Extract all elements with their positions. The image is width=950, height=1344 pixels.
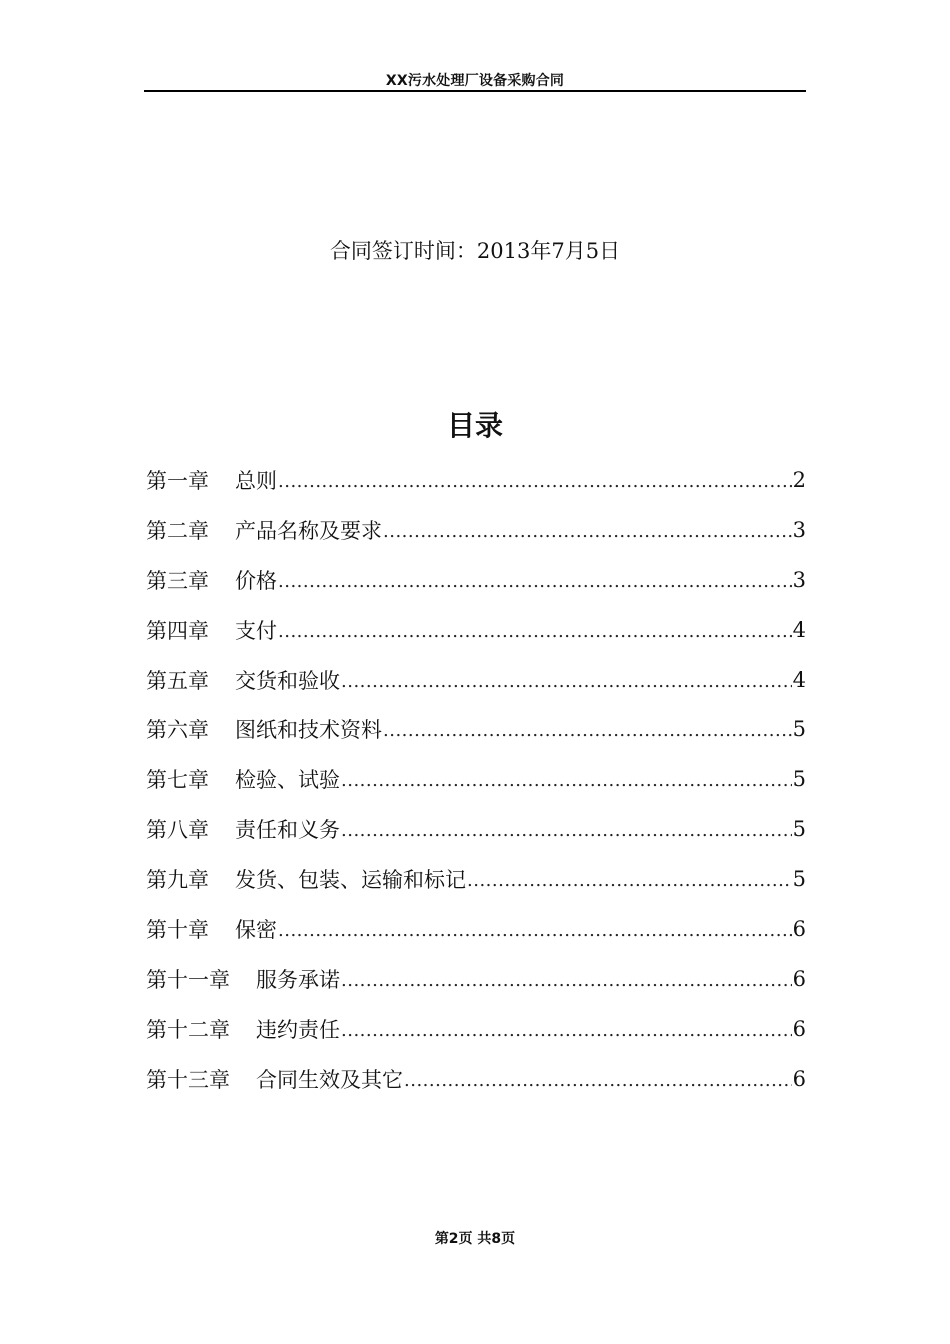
toc-entry-title: 合同生效及其它	[256, 1067, 403, 1092]
toc-entry-chapter-8[interactable]	[146, 804, 806, 854]
toc-entry-chapter-5[interactable]	[146, 655, 806, 705]
toc-page-number: 5	[792, 717, 806, 742]
toc-entry-chapter-6[interactable]	[146, 704, 806, 754]
toc-dot-leader	[383, 719, 792, 743]
toc-dot-leader	[341, 819, 792, 843]
toc-dot-leader	[278, 620, 792, 644]
toc-entry-title: 发货、包装、运输和标记	[235, 868, 466, 893]
toc-chapter-label: 第十二章	[146, 1017, 230, 1042]
toc-dot-leader	[341, 1019, 792, 1043]
toc-entry-chapter-9[interactable]	[146, 854, 806, 904]
toc-entry-title: 检验、试验	[235, 768, 340, 793]
toc-entry-title: 责任和义务	[235, 818, 340, 843]
toc-page-number: 6	[792, 1066, 806, 1091]
toc-dot-leader	[278, 919, 792, 943]
toc-dot-leader	[278, 570, 792, 594]
toc-chapter-label: 第十章	[146, 917, 209, 942]
page-footer: 第2页 共8页	[434, 1231, 516, 1247]
toc-chapter-label: 第六章	[146, 718, 209, 743]
toc-page-number: 5	[792, 817, 806, 842]
toc-entry-chapter-13[interactable]	[146, 1054, 806, 1104]
toc-page-number: 5	[792, 767, 806, 792]
toc-entry-title: 违约责任	[256, 1017, 340, 1042]
toc-dot-leader	[341, 670, 792, 694]
toc-title: 目录	[446, 409, 503, 442]
toc-chapter-label: 第七章	[146, 768, 209, 793]
toc-dot-leader	[341, 969, 792, 993]
toc-chapter-label: 第一章	[146, 468, 209, 493]
toc-page-number: 4	[792, 617, 806, 642]
toc-dot-leader	[404, 1069, 792, 1093]
toc-entry-chapter-10[interactable]	[146, 904, 806, 954]
toc-entry-chapter-4[interactable]	[146, 605, 806, 655]
toc-entry-title: 支付	[235, 618, 277, 643]
toc-dot-leader	[383, 520, 792, 544]
toc-page-number: 4	[792, 667, 806, 692]
toc-dot-leader	[467, 869, 792, 893]
page-header	[144, 62, 806, 92]
toc-page-number: 3	[792, 517, 806, 542]
toc-page-number: 6	[792, 966, 806, 991]
toc-entry-chapter-11[interactable]	[146, 954, 806, 1004]
toc-entry-title: 交货和验收	[235, 668, 340, 693]
toc-page-number: 2	[792, 467, 806, 492]
toc-entry-chapter-12[interactable]	[146, 1004, 806, 1054]
toc-page-number: 3	[792, 567, 806, 592]
toc-chapter-label: 第三章	[146, 568, 209, 593]
toc-entry-title: 保密	[235, 917, 277, 942]
toc-page-number: 6	[792, 1016, 806, 1041]
toc-entry-title: 总则	[235, 468, 277, 493]
table-of-contents	[146, 455, 806, 1104]
toc-entry-chapter-7[interactable]	[146, 754, 806, 804]
toc-chapter-label: 第十一章	[146, 967, 230, 992]
toc-entry-chapter-1[interactable]	[146, 455, 806, 505]
toc-chapter-label: 第四章	[146, 618, 209, 643]
toc-entry-chapter-3[interactable]	[146, 555, 806, 605]
toc-chapter-label: 第九章	[146, 868, 209, 893]
toc-entry-chapter-2[interactable]	[146, 505, 806, 555]
toc-dot-leader	[341, 769, 792, 793]
toc-entry-title: 价格	[235, 568, 277, 593]
toc-page-number: 5	[792, 867, 806, 892]
toc-chapter-label: 第十三章	[146, 1067, 230, 1092]
header-title: XX污水处理厂设备采购合同	[385, 73, 565, 89]
contract-sign-date: 合同签订时间：2013年7月5日	[329, 239, 621, 263]
toc-chapter-label: 第二章	[146, 518, 209, 543]
toc-chapter-label: 第五章	[146, 668, 209, 693]
toc-entry-title: 产品名称及要求	[235, 518, 382, 543]
toc-dot-leader	[278, 470, 792, 494]
toc-entry-title: 图纸和技术资料	[235, 718, 382, 743]
toc-entry-title: 服务承诺	[256, 967, 340, 992]
toc-chapter-label: 第八章	[146, 818, 209, 843]
toc-page-number: 6	[792, 916, 806, 941]
